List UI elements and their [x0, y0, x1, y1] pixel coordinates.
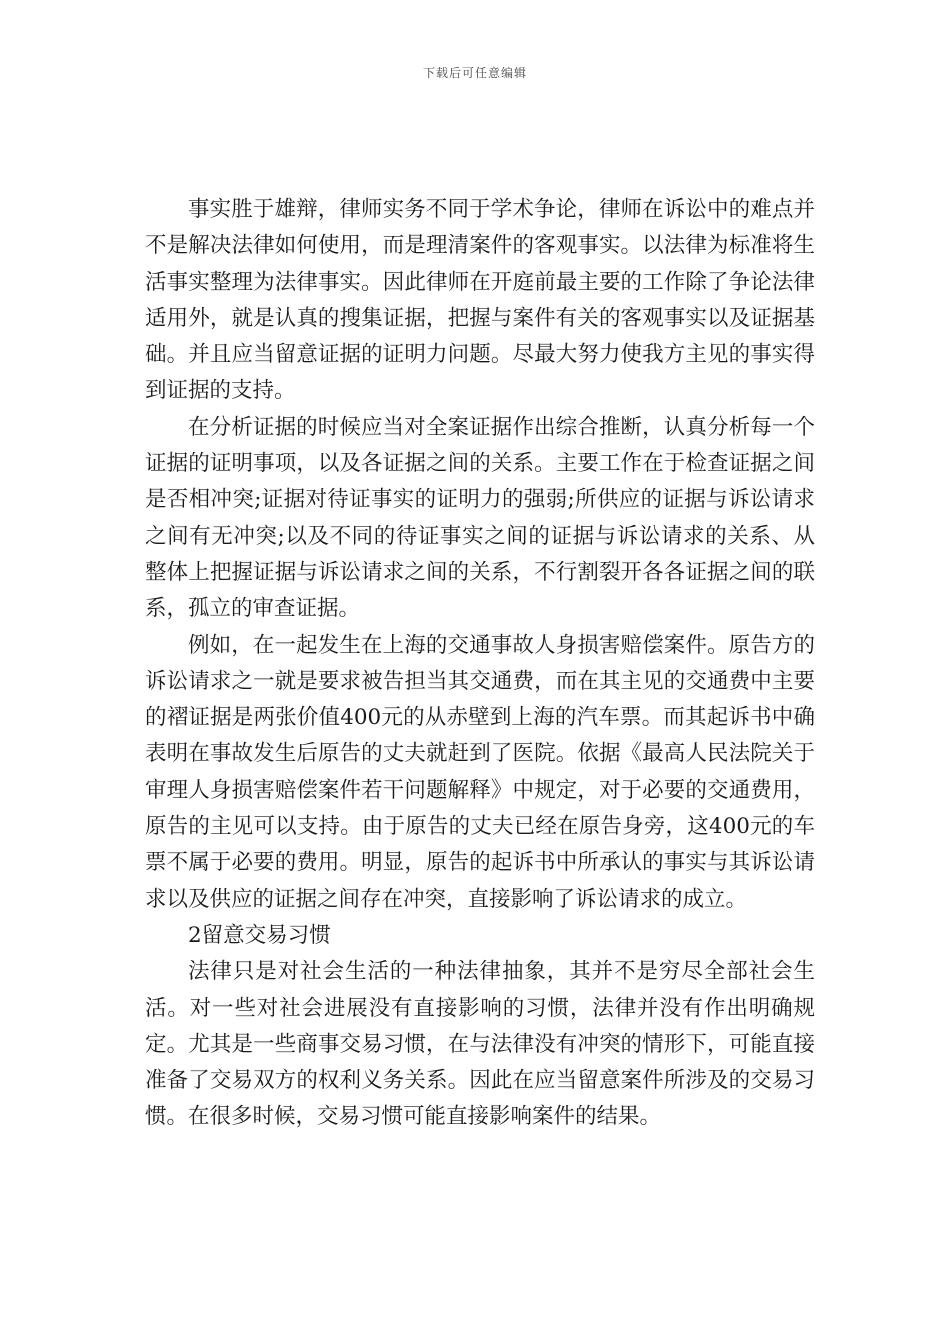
document-body — [145, 192, 815, 1136]
paragraph-trade-customs: 法律只是对社会生活的一种法律抽象，其并不是穷尽全部社会生活。对一些对社会进展没有直接影响的习惯，法律并没有作出明确规定。尤其是一些商事交易习惯，在与法律没有冲突的情形下，可能直接准备了交易双方的权利义务关系。因此在应当留意案件所涉及的交易习惯。在很多时候，交易习惯可能直接影响案件的结果。 — [145, 959, 815, 1130]
page-header: 下载后可任意编辑 — [422, 66, 527, 80]
section-heading-trade-customs: 2留意交易习惯 — [188, 922, 331, 948]
paragraph-example-case: 例如，在一起发生在上海的交通事故人身损害赔偿案件。原告方的诉讼请求之一就是要求被告担当其交通费，而在其主见的交通费中主要的褶证据是两张价值400元的从赤壁到上海的汽车票。而其起诉书中确表明在事故发生后原告的丈夫就赶到了医院。依据《最高人民法院关于审理人身损害赔偿案件若干问题解释》中规定，对于必要的交通费用，原告的主见可以支持。由于原告的丈夫已经在原告身旁，这400元的车票不属于必要的费用。明显，原告的起诉书中所承认的事实与其诉讼请求以及供应的证据之间存在冲突，直接影响了诉讼请求的成立。 — [145, 632, 815, 912]
paragraph-evidence-analysis: 在分析证据的时候应当对全案证据作出综合推断，认真分析每一个证据的证明事项，以及各证据之间的关系。主要工作在于检查证据之间是否相冲突;证据对待证事实的证明力的强弱;所供应的证据与诉讼请求之间有无冲突;以及不同的待证事实之间的证据与诉讼请求的关系、从整体上把握证据与诉讼请求之间的关系，不行割裂开各各证据之间的联系，孤立的审查证据。 — [145, 414, 815, 622]
paragraph-evidence-facts: 事实胜于雄辩，律师实务不同于学术争论，律师在诉讼中的难点并不是解决法律如何使用，而是理清案件的客观事实。以法律为标准将生活事实整理为法律事实。因此律师在开庭前最主要的工作除了争论法律适用外，就是认真的搜集证据，把握与案件有关的客观事实以及证据基础。并且应当留意证据的证明力问题。尽最大努力使我方主见的事实得到证据的支持。 — [145, 197, 815, 404]
